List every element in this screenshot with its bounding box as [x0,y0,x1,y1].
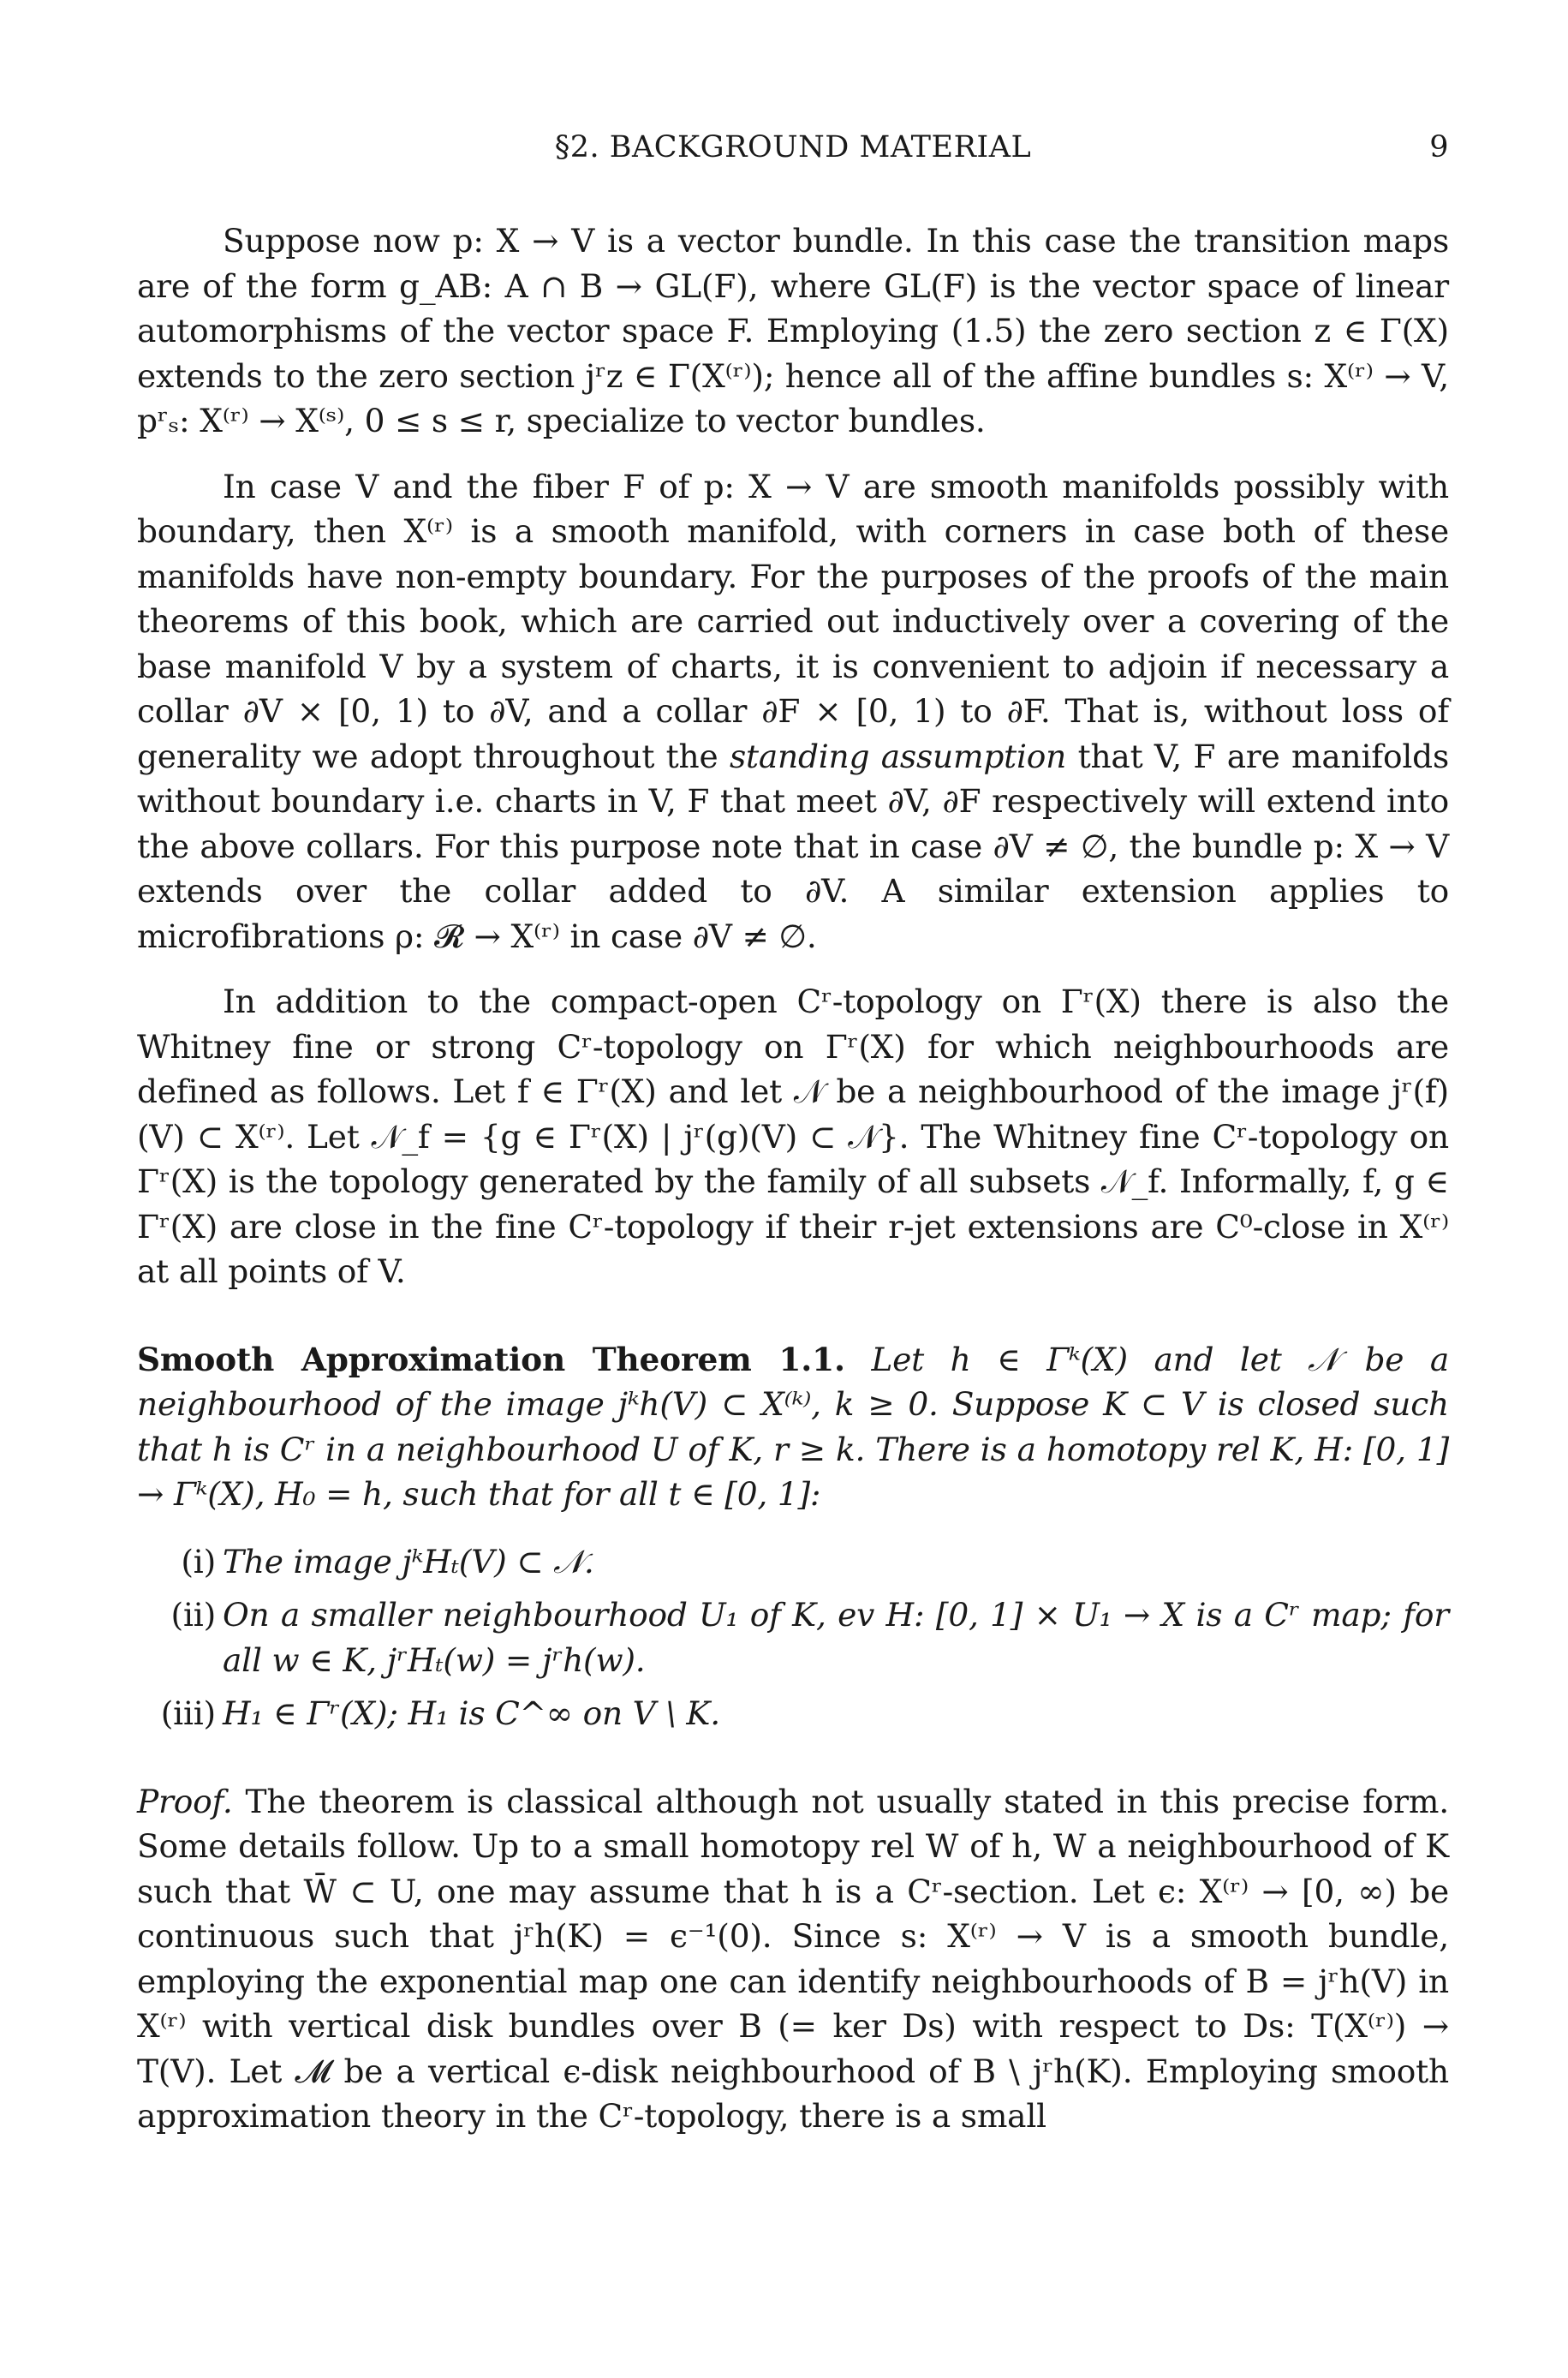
theorem-item-label: (ii) [170,1596,216,1634]
page-number: 9 [1429,130,1449,164]
running-head: §2. BACKGROUND MATERIAL [554,130,1032,164]
theorem-item [137,1691,1449,1736]
paragraph-vector-bundle: Suppose now p: X → V is a vector bundle. In this case the transition maps are of the form g_AB: A ∩ B → GL(F), where GL(F) is the vector space of linear automorphisms of the vector space F. Employing (1.5) the zero section z ∈ Γ(X) extends to the zero section jʳz ∈ Γ(X⁽ʳ⁾); hence all of the affine bundles s: X⁽ʳ⁾ → V, pʳₛ: X⁽ʳ⁾ → X⁽ˢ⁾, 0 ≤ s ≤ r, specialize to vector bundles. [137,222,1449,439]
theorem-item-label: (iii) [160,1694,216,1732]
paragraph-boundary [137,464,1449,959]
page-body [137,218,1449,2139]
paragraph-whitney-topology: In addition to the compact-open Cʳ-topology on Γʳ(X) there is also the Whitney fine or strong Cʳ-topology on Γʳ(X) for which neighbourhoods are defined as follows. Let f ∈ Γʳ(X) and let 𝒩 be a neighbourhood of the image jʳ(f)(V) ⊂ X⁽ʳ⁾. Let 𝒩_f = {g ∈ Γʳ(X) | jʳ(g)(V) ⊂ 𝒩}. The Whitney fine Cʳ-topology on Γʳ(X) is the topology generated by the family of all subsets 𝒩_f. Informally, f, g ∈ Γʳ(X) are close in the fine Cʳ-topology if their r-jet extensions are C⁰-close in X⁽ʳ⁾ at all points of V. [137,983,1449,1290]
proof-label: Proof. [137,1782,233,1820]
theorem-item [137,1592,1449,1682]
proof-text: The theorem is classical although not usually stated in this precise form. Some details follow. Up to a small homotopy rel W of h, W a neighbourhood of K such that W̄ ⊂ U, one may assume that h is a Cʳ-section. Let ϵ: X⁽ʳ⁾ → [0, ∞) be continuous such that jʳh(K) = ϵ⁻¹(0). Since s: X⁽ʳ⁾ → V is a smooth bundle, employing the exponential map one can identify neighbourhoods of B = jʳh(V) in X⁽ʳ⁾ with vertical disk bundles over B (= ker Ds) with respect to Ds: T(X⁽ʳ⁾) → T(V). Let 𝓜 be a vertical ϵ-disk neighbourhood of B \ jʳh(K). Employing smooth approximation theory in the Cʳ-topology, there is a small [137,1782,1449,2135]
theorem-item-text: The image jᵏHₜ(V) ⊂ 𝒩. [223,1542,594,1580]
theorem-item-text: H₁ ∈ Γʳ(X); H₁ is C^∞ on V \ K. [223,1694,720,1732]
paragraph-boundary-part-1: In case V and the fiber F of p: X → V are smooth manifolds possibly with boundary, then X⁽ʳ⁾ is a smooth manifold, with corners in case both of these manifolds have non-empty boundary. For the purposes of the proofs of the main theorems of this book, which are carried out inductively over a covering of the base manifold V by a system of charts, it is convenient to adjoin if necessary a collar ∂V × [0, 1) to ∂V, and a collar ∂F × [0, 1) to ∂F. That is, without loss of generality we adopt throughout the [137,467,1449,775]
theorem-heading: Smooth Approximation Theorem 1.1. [137,1340,845,1378]
standing-assumption-term: standing assumption [729,737,1067,775]
theorem-item-text: On a smaller neighbourhood U₁ of K, ev H: [0, 1] × U₁ → X is a Cʳ map; for all w ∈ K, jʳHₜ(w) = jʳh(w). [223,1596,1449,1679]
proof-paragraph [137,1779,1449,2139]
theorem-items [137,1539,1449,1736]
paragraph-boundary-part-2: that V, F are manifolds without boundary i.e. charts in V, F that meet ∂V, ∂F respectively will extend into the above collars. For this purpose note that in case ∂V ≠ ∅, the bundle p: X → V extends over the collar added to ∂V. A similar extension applies to microfibrations ρ: 𝓡 → X⁽ʳ⁾ in case ∂V ≠ ∅. [137,737,1450,955]
page-header [137,130,1449,173]
theorem-item [137,1539,1449,1585]
theorem-item-label: (i) [181,1542,216,1580]
theorem-text: Let h ∈ Γᵏ(X) and let 𝒩 be a neighbourhood of the image jᵏh(V) ⊂ X⁽ᵏ⁾, k ≥ 0. Suppose K ⊂ V is closed such that h is Cʳ in a neighbourhood U of K, r ≥ k. There is a homotopy rel K, H: [0, 1] → Γᵏ(X), H₀ = h, such that for all t ∈ [0, 1]: [137,1340,1449,1513]
theorem-statement [137,1337,1449,1517]
